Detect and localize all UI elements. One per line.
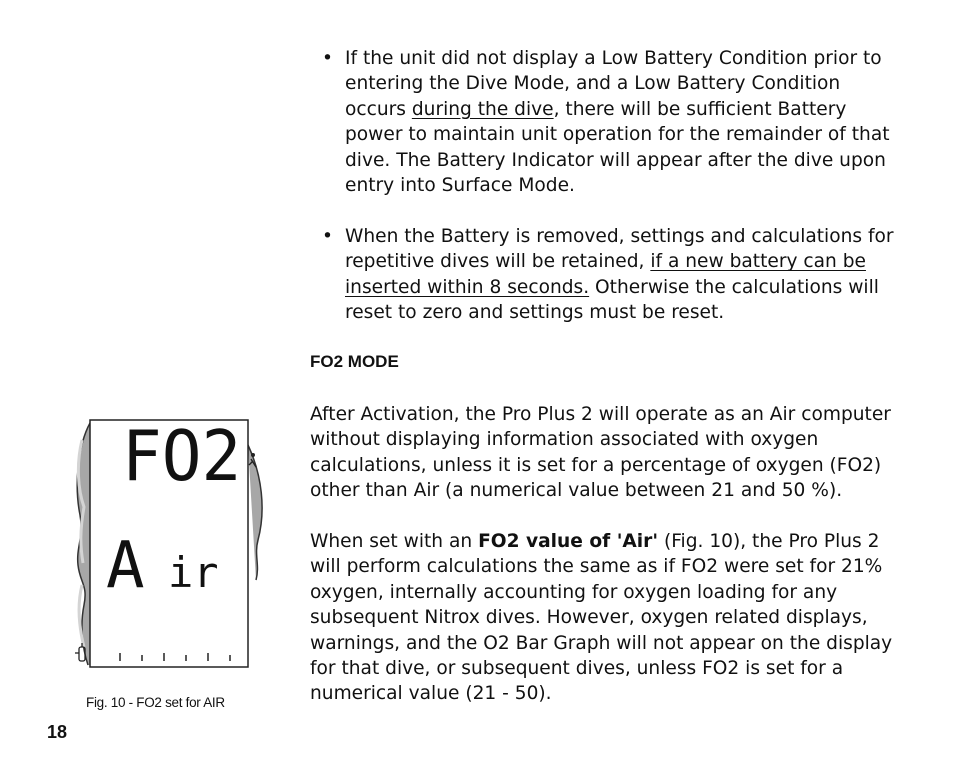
section-heading: FO2 MODE: [310, 352, 399, 371]
paragraph-fo2-air: When set with an FO2 value of 'Air' (Fig. 10), the Pro Plus 2 will perform calculations the same as if FO2 were set for 21% oxygen, internally accounting for oxygen loading for any subsequent Nitrox dives. However, oxygen related displays, warnings, and the O2 Bar Graph will not appear on the display for that dive, or subsequent dives, unless FO2 is set for a numerical value (21 - 50).: [310, 531, 893, 705]
bullet-low-battery: [318, 46, 898, 198]
lcd-ir-text: ir: [168, 548, 219, 597]
bullet-battery-removed: [318, 224, 898, 326]
lcd-a-text: A: [106, 529, 145, 603]
underlined-text: during the dive: [411, 98, 554, 120]
bullet-text: If the unit did not display a Low Battery Condition prior to entering the Dive Mode, and a Low Battery Condition occurs during the dive, there will be sufficient Battery power to maintain unit operation for the remainder of that dive. The Battery Indicator will appear after the dive upon entry into Surface Mode.: [345, 48, 890, 197]
lcd-fo2-text: FO2: [122, 415, 242, 497]
dive-computer-display-figure: [70, 415, 270, 675]
bullet-text: When the Battery is removed, settings and calculations for repetitive dives will be retained, if a new battery can be inserted within 8 seconds. Otherwise the calculations will reset to zero and settings must be reset.: [345, 226, 894, 324]
underlined-text: if a new battery can be inserted within 8 seconds.: [345, 251, 866, 298]
paragraph-activation: After Activation, the Pro Plus 2 will operate as an Air computer without displaying information associated with oxygen calculations, unless it is set for a percentage of oxygen (FO2) other than Air (a numerical value between 21 and 50 %).: [310, 404, 891, 502]
figure-caption: Fig. 10 - FO2 set for AIR: [86, 695, 225, 710]
bullet-icon: •: [322, 226, 333, 247]
bullet-icon: •: [322, 48, 333, 69]
page-number: 18: [47, 722, 68, 742]
bold-fo2-air: FO2 value of 'Air': [478, 531, 659, 552]
